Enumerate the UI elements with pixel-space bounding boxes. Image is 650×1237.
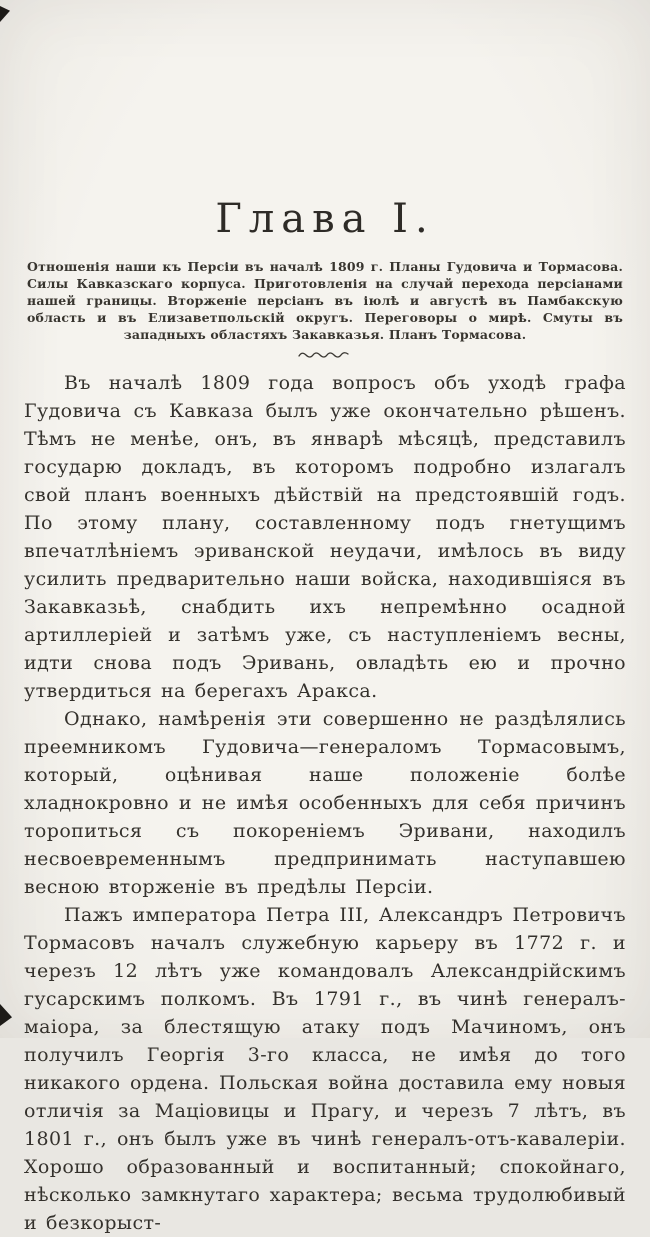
chapter-heading: Глава I.: [215, 196, 435, 242]
paragraph-3: Пажъ императора Петра III, Александръ Петровичъ Тормасовъ началъ служебную карьеру въ 1772 г. и черезъ 12 лѣтъ уже командовалъ Александрійскимъ гусарскимъ полкомъ. Въ 1791 г., въ чинѣ генералъ-маіора, за блестящую атаку подъ Мачиномъ, онъ получилъ Георгія 3-го класса, не имѣя до того никакого ордена. Польская война доставила ему новыя отличія за Маціовицы и Прагу, и черезъ 7 лѣтъ, въ 1801 г., онъ былъ уже въ чинѣ генералъ-отъ-кавалеріи. Хорошо образованный и воспитанный; спокойнаго, нѣсколько замкнутаго характера; весьма трудолюбивый и безкорыст-: [24, 904, 626, 1234]
chapter-summary: Отношенія наши къ Персіи въ началѣ 1809 г. Планы Гудовича и Тормасова. Силы Кавказскаго корпуса. Приготовленія на случай перехода персіанами нашей границы. Вторженіе персіанъ въ іюлѣ и августѣ въ Памбакскую область и въ Елизаветпольскій округъ. Переговоры о мирѣ. Смуты въ западныхъ областяхъ Закавказья. Планъ Тормасова.: [27, 259, 623, 342]
squiggle-divider-icon: [293, 350, 357, 360]
paragraph-1: Въ началѣ 1809 года вопросъ объ уходѣ графа Гудовича съ Кавказа былъ уже окончательно рѣшенъ. Тѣмъ не менѣе, онъ, въ январѣ мѣсяцѣ, представилъ государю докладъ, въ которомъ подробно излагалъ свой планъ военныхъ дѣйствій на предстоявшій годъ. По этому плану, составленному подъ гнетущимъ впечатлѣніемъ эриванской неудачи, имѣлось въ виду усилить предварительно наши войска, находившіяся въ Закавказьѣ, снабдить ихъ непремѣнно осадной артиллеріей и затѣмъ уже, съ наступленіемъ весны, идти снова подъ Эривань, овладѣть ею и прочно утвердиться на берегахъ Аракса.: [24, 372, 626, 702]
body-text: [0, 369, 650, 1237]
paragraph-2: Однако, намѣренія эти совершенно не раздѣлялись преемникомъ Гудовича—генераломъ Тормасовымъ, который, оцѣнивая наше положеніе болѣе хладнокровно и не имѣя особенныхъ для себя причинъ торопиться съ покореніемъ Эривани, находилъ несвоевременнымъ предпринимать наступавшею весною вторженіе въ предѣлы Персіи.: [24, 708, 626, 898]
